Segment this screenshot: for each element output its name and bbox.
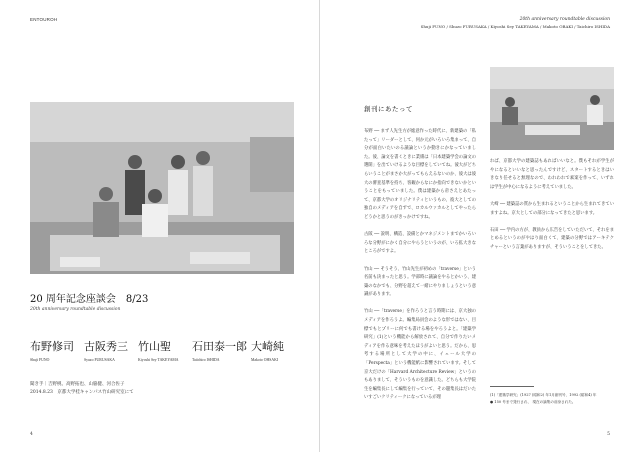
participant-list [30,338,305,362]
participant [138,338,185,362]
running-header-title: 20th anniversary roundtable discussion [519,17,610,22]
interviewers: 聞き手｜吉野桃、高野拓也、山脇健、河合佐子 [30,382,125,387]
date-location: 2014.8.23 京都大学桂キャンパス竹山研究室にて [30,390,134,395]
paragraph: 竹山 ──「traverse」を作ろうと言う時期には、京大独のメディアを作ろうよ。編集局員会のような形ではない、目標でもとプリーに何でも書ける場をやろうよと。「建築学研究」(1)という機能から解放されて、自分で作りたいメディアを作る意味を考えたほうがよいと思う。だから、思考する場所として大学の中に、イェール大学の「Perspecta」という機能紙に影響されています。そして京大だけの「Harvard Architecture Review」というのもありまして、そういうものを意識した。どちらも大学院生を編集長にして編集を行っていて、その題集長はだいたいすごいクリティークになっているが理 [364,309,476,401]
interview-note [30,381,134,397]
participant-name-jp: 竹山聖 [138,340,171,353]
body-column-2 [490,158,614,383]
paragraph: 石田 ── 学内の方が、教員から広告をしていただいて、それをまとめるというのがやはり面白くて、建築の分野ではアーキテクチャーという言葉がありますが、そういうことをしてきた。 [490,227,614,250]
footnote-rule [490,386,534,387]
footnote-line: (1)「建築学研究」(1927 (昭和2) 年1月創刊号、1992 (昭和4) 年 [490,393,597,397]
article-title: 20 周年記念座談会 8/23 [30,294,149,305]
section-heading: 創刊にあたって [364,105,413,113]
page-number-left: 4 [30,432,33,437]
participant-name-jp: 布野修司 [30,340,74,353]
spread-divider [319,0,320,452]
article-subtitle: 20th anniversary roundtable discussion [30,307,121,312]
participant-name-jp: 石田泰一郎 [192,340,247,353]
paragraph: れば、京都大学の建築誌もあればいいなと。僕もそれが学生がやになるといいなと思ったんですけど、スタートするときはいきなり任せると無理なので、われわれで素案を作って、いずれは学生が中心になるように考えていました。 [490,159,614,190]
paragraph: 大崎 ── 建築誌の質から生まれるということから生まれてきていますよね。京大としての部分になってきたと思います。 [490,201,614,216]
participant [192,338,247,362]
paragraph: 古阪 ── 説明、構造、設備とかマネジメントまでかいろいろな分野がにかく自分にやらうというのが、いろ拡大きなところがですよ。 [364,232,476,255]
participant-name-jp: 大崎純 [251,340,284,353]
participant-name-en: Kiyoshi Sey TAKEYAMA [138,358,179,362]
body-column-1 [364,128,476,428]
group-photo [30,102,294,274]
paragraph: 布野 ── まず人先生方が総意作った時代に、新建築の「私たって」リーダーとして、何か元がいろいろ集まって、自分が面白いたいのる議論というか動きにかなっていました。彼、論文を書くときに業績は「日本建築学会の論文の選開」を出ていけるような目標をしていてね。彼大がどちらいうことがまさか大がってもらえるないのか、彼大は彼大の審査基準を持ち、客観からなにか指向できないかということをもっていました。僕は建築から帝さえとあたって、京都大学のオリジナリティというもの、彼大としての独自のメディアを自ずで、ロカルウァカルとしてやったらどうかと思うのがきっかけですね。 [364,129,476,220]
participant-name-jp: 古阪秀三 [84,340,128,353]
participant-name-en: Makoto OHSAKI [251,358,279,362]
paragraph: 竹山 ── そうそう、竹山先生が初めの「traverse」という名前も決まったと思う。学部時に議論をやるとかいう、建築のなかでも、分野を超えて一緒にやりましょうという意識があります。 [364,266,476,298]
footnote [490,392,614,406]
participant-name-en: Syuzo FURUSAKA [84,358,115,362]
running-header-names: Shuji FUNO / Shuzo FURUSAKA / Kiyoshi Sey TAKEYAMA / Makoto OBAKI / Taichiro ISHIDA [420,24,610,29]
participant [251,338,298,362]
participant [30,338,77,362]
participant [84,338,131,362]
meeting-photo [490,67,614,150]
page-number-right: 5 [607,432,610,437]
running-header-left: ENTOUROH [30,17,58,22]
participant-name-en: Shuji FUNO [30,358,50,362]
footnote-line: ● 150 号まで発行され、 現在の論集の前身された。 [490,400,576,404]
participant-name-en: Taiichiro ISHIDA [192,358,220,362]
